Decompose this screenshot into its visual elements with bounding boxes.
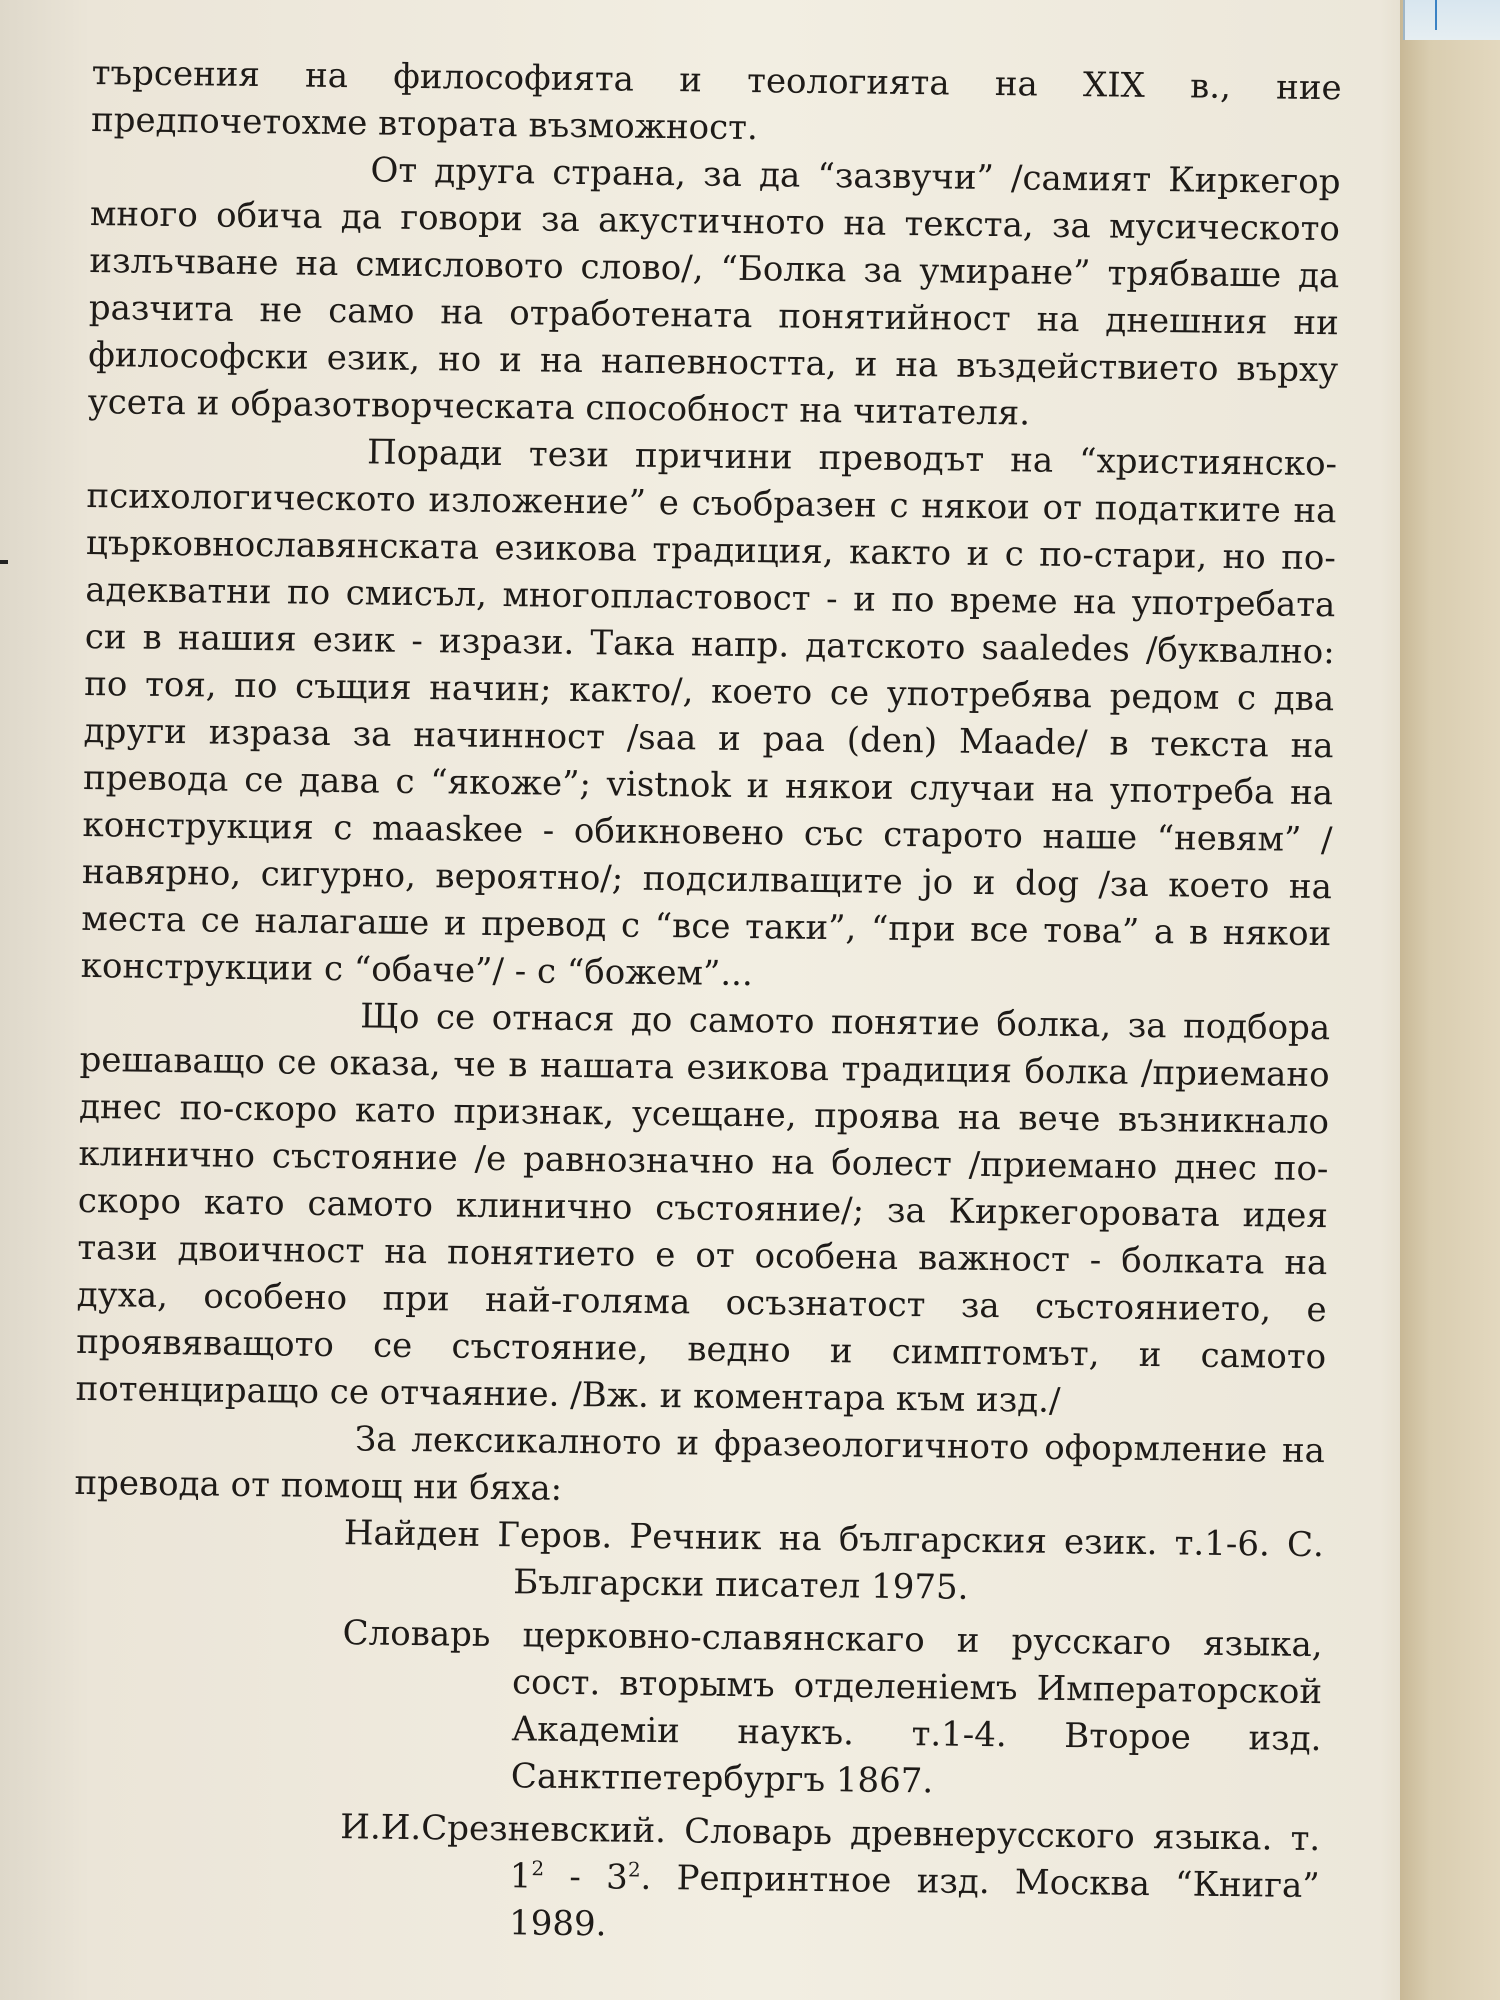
reference-3: [339, 1804, 1321, 1957]
paragraph-5: За лексикалното и фразеологичното оформление на превода от помощ ни бяха:: [74, 1419, 1326, 1509]
paragraph-4: Що се отнася до самото понятие болка, за подбора решаващо се оказа, че в нашата езикова традиция болка /приемано днес по-скоро като признак, усещане, проява на вече възникнало клинично състояние /е равнозначно на болест /приемано днес по-скоро като самото клинично състояние/; за Киркегоровата идея тази двоичност на понятието е от особена важност - болката на духа, особено при най-голяма осъзнатост за състоянието, е проявяващото се състояние, ведно и симптомът, и самото потенциращо се отчаяние. /Вж. и коментара към изд./: [75, 996, 1331, 1421]
reference-3-part-3: . Репринтное изд. Москва “Книга” 1989.: [508, 1857, 1320, 1945]
next-page-edge: [1400, 0, 1500, 2000]
paragraph-1: търсения на философията и теологията на XIX в., ние предпочетохме втората възможност.: [90, 52, 1342, 149]
reference-3-superscript-1: 2: [531, 1856, 545, 1881]
reference-1: Найден Геров. Речник на българския език. т.1-6. С. Български писател 1975.: [343, 1513, 1325, 1608]
margin-mark: [0, 560, 8, 564]
reference-3-part-1: И.И.Срезневский. Словарь древнерусского языка. т. 1: [340, 1807, 1321, 1897]
paragraph-3: Поради тези причини преводът на “християнско-психологическото изложение” е съобразен с някои от податките на църковнославянската езикова традиция, както и с по-стари, но по-адекватни по смисъл, многопластовост - и по време на употребата си в нашия език - изрази. Така напр. датското saaledes /буквално: по тоя, по същия начин; както/, което се употребява редом с два други израза за начинност /saa и paa (den) Maade/ в текста на превода се дава с “якоже”; vistnok и някои случаи на употреба на конструкция с maaskee - обикновено със старото наше “невям” /навярно, сигурно, вероятно/; подсилващите jo и dog /за което на места се налагаше и превод с “все таки”, “при все това” а в някои конструкции с “обаче”/ - с “божем”...: [80, 432, 1338, 995]
reference-2: Словарь церковно-славянскаго и русскаго языка, сост. вторымъ отделенiемъ Императорской Академiи наукъ. т.1-4. Второе изд. Санктпетербургъ 1867.: [342, 1613, 1323, 1802]
book-page: [68, 50, 1341, 1990]
reference-3-part-2: - 3: [569, 1856, 629, 1898]
paragraph-2: От друга страна, за да “зазвучи” /самият Киркегор много обича да говори за акустичното на текста, за мусическото излъчване на смисловото слово/, “Болка за умиране” трябваше да разчита не само на отработената понятийност на днешния ни философски език, но и на напевността, и на въздействието върху усета и образотворческата способност на читателя.: [87, 150, 1341, 434]
blue-paper-corner: [1403, 0, 1500, 40]
reference-3-superscript-2: 2: [627, 1857, 641, 1882]
